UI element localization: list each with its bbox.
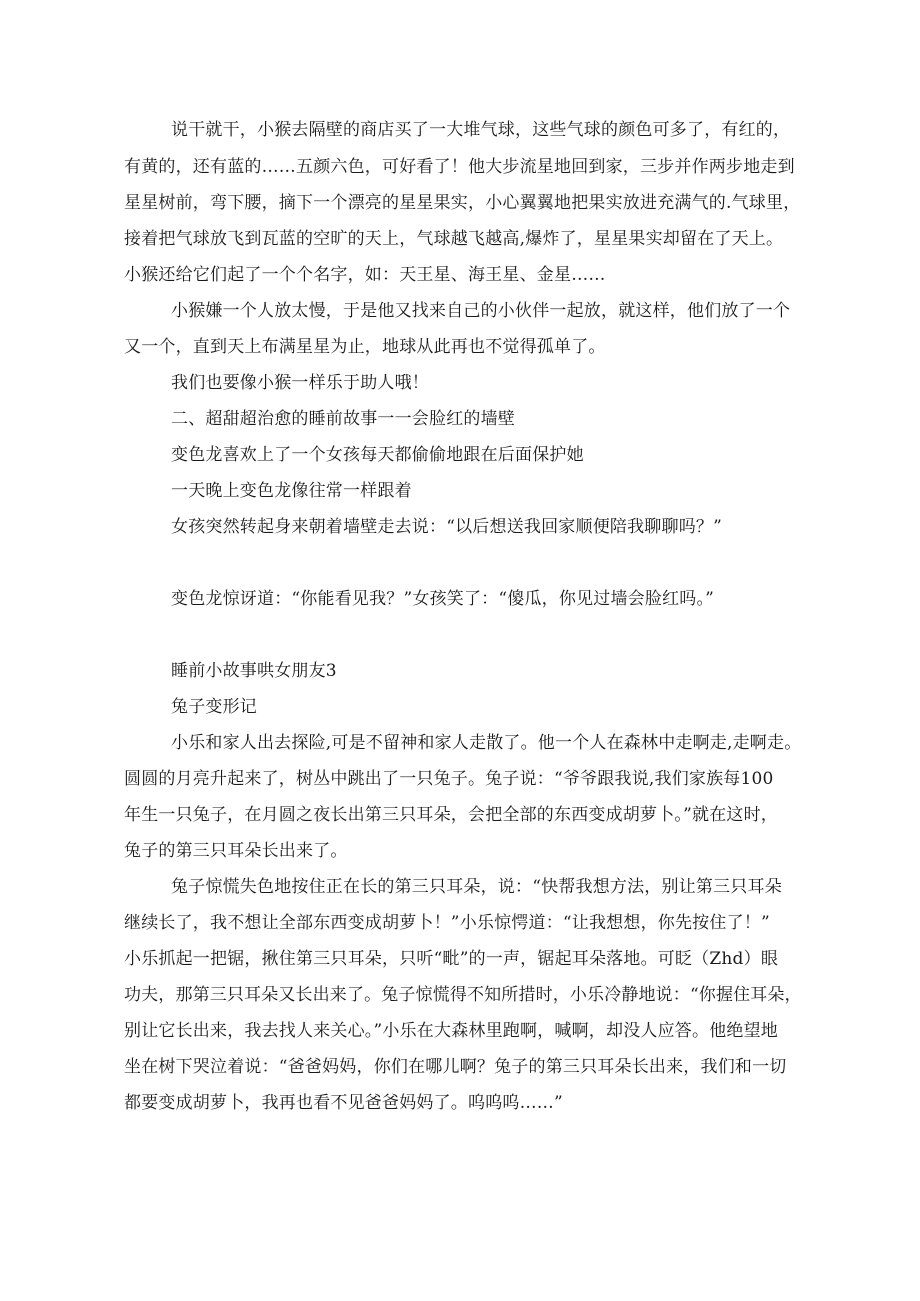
line-girl-turn: 女孩突然转起身来朝着墙壁走去说：“以后想送我回家顺便陪我聊聊吗？” <box>171 517 722 537</box>
section-title: 睡前小故事哄女朋友3 <box>171 661 337 681</box>
line-surprised: 变色龙惊讶道：“你能看见我？”女孩笑了：“傻瓜，你见过墙会脸红吗。” <box>171 589 715 609</box>
paragraph-1-line-4: 接着把气球放飞到瓦蓝的空旷的天上，气球越飞越高,爆炸了，星星果实却留在了天上。 <box>124 229 784 249</box>
paragraph-3-line-3: 年生一只兔子，在月圆之夜长出第三只耳朵，会把全部的东西变成胡萝卜。”就在这时， <box>124 805 778 825</box>
line-heading-2: 二、超甜超治愈的睡前故事一一会脸红的墙壁 <box>171 409 515 429</box>
paragraph-2-line-1: 小猴嫌一个人放太慢，于是他又找来自己的小伙伴一起放，就这样，他们放了一个 <box>171 301 791 321</box>
paragraph-1-line-1: 说干就干，小猴去隔壁的商店买了一大堆气球，这些气球的颜色可多了，有红的， <box>171 120 791 140</box>
story-title: 兔子变形记 <box>171 697 257 717</box>
paragraph-4-line-7: 都要变成胡萝卜，我再也看不见爸爸妈妈了。呜呜呜……” <box>124 1093 563 1113</box>
paragraph-3-line-4: 兔子的第三只耳朵长出来了。 <box>124 841 348 861</box>
paragraph-4-line-4: 功夫，那第三只耳朵又长出来了。兔子惊慌得不知所措时，小乐冷静地说：“你握住耳朵， <box>124 985 802 1005</box>
paragraph-4-line-3: 小乐抓起一把锯，揪住第三只耳朵，只听“毗”的一声，锯起耳朵落地。可眨（Zhd）眼 <box>124 949 779 969</box>
paragraph-1-line-2: 有黄的，还有蓝的……五颜六色，可好看了！他大步流星地回到家，三步并作两步地走到 <box>124 157 795 177</box>
paragraph-3-line-1: 小乐和家人出去探险,可是不留神和家人走散了。他一个人在森林中走啊走,走啊走。 <box>171 733 802 753</box>
paragraph-4-line-2: 继续长了，我不想让全部东西变成胡萝卜！”小乐惊愕道：“让我想想，你先按住了！” <box>124 913 770 933</box>
paragraph-3-line-2: 圆圆的月亮升起来了，树丛中跳出了一只兔子。兔子说：“爷爷跟我说,我们家族每100 <box>124 769 774 789</box>
paragraph-1-line-3: 星星树前，弯下腰，摘下一个漂亮的星星果实，小心翼翼地把果实放进充满气的.气球里， <box>124 193 801 213</box>
paragraph-4-line-6: 坐在树下哭泣着说：“爸爸妈妈，你们在哪儿啊？兔子的第三只耳朵长出来，我们和一切 <box>124 1057 787 1077</box>
line-night: 一天晚上变色龙像往常一样跟着 <box>171 481 412 501</box>
line-chameleon: 变色龙喜欢上了一个女孩每天都偷偷地跟在后面保护她 <box>171 445 584 465</box>
paragraph-4-line-5: 别让它长出来，我去找人来关心。”小乐在大森林里跑啊，喊啊，却没人应答。他绝望地 <box>124 1021 778 1041</box>
line-learn: 我们也要像小猴一样乐于助人哦！ <box>171 373 429 393</box>
paragraph-1-line-5: 小猴还给它们起了一个个名字，如：天王星、海王星、金星…… <box>124 265 606 285</box>
paragraph-2-line-2: 又一个，直到天上布满星星为止，地球从此再也不觉得孤单了。 <box>124 337 606 357</box>
paragraph-4-line-1: 兔子惊慌失色地按住正在长的第三只耳朵，说：“快帮我想方法，别让第三只耳朵 <box>171 877 782 897</box>
